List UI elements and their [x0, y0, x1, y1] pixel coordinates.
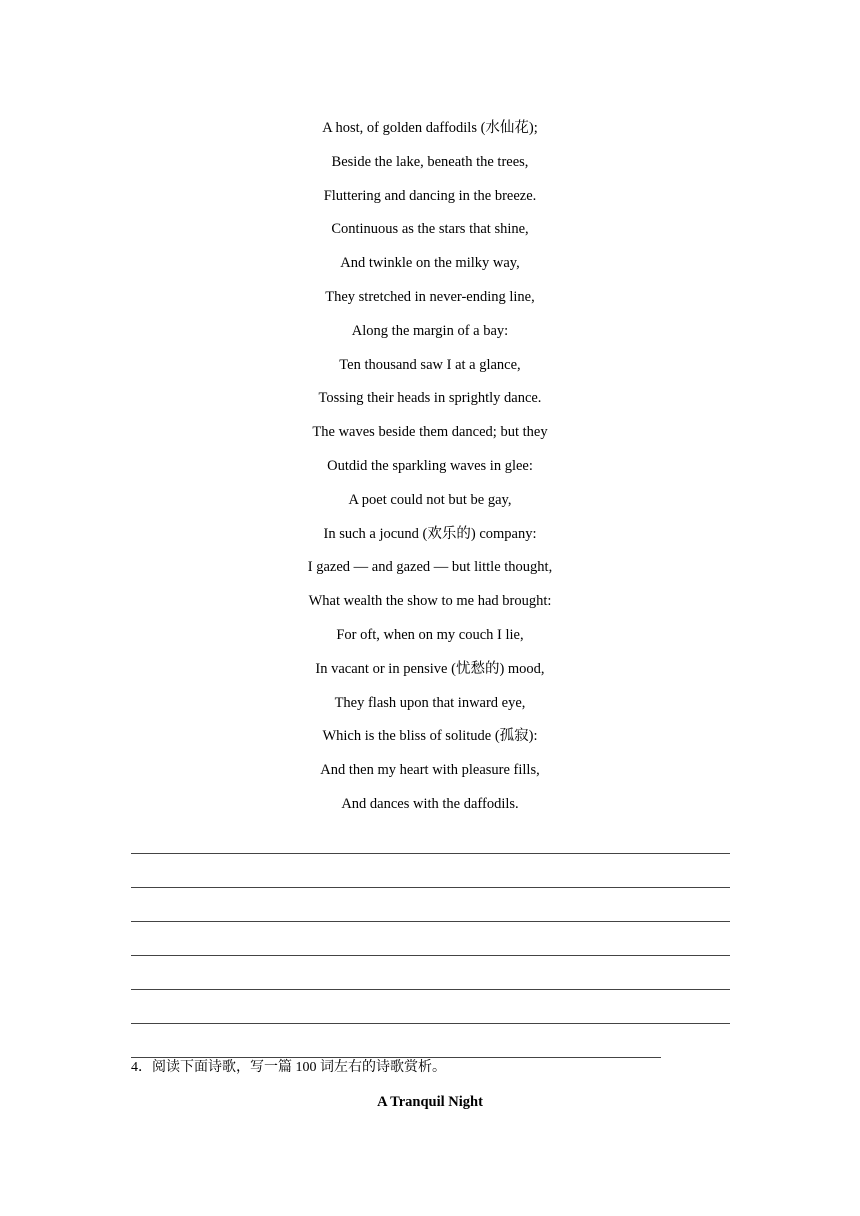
poem-line: They flash upon that inward eye, — [334, 694, 526, 711]
poem-line: A poet could not but be gay, — [348, 491, 512, 508]
poem-line: I gazed — and gazed — but little thought, — [307, 559, 553, 576]
poem-line: They stretched in never-ending line, — [325, 288, 535, 305]
poem-line: Continuous as the stars that shine, — [331, 221, 529, 238]
poem-line: Outdid the sparkling waves in glee: — [327, 457, 533, 474]
answer-blank-line[interactable] — [131, 820, 730, 854]
poem-line: In such a jocund (欢乐的) company: — [323, 525, 537, 542]
answer-blank-line[interactable] — [131, 854, 730, 888]
answer-blank-line[interactable] — [131, 1024, 730, 1058]
poem-line: Fluttering and dancing in the breeze. — [323, 187, 537, 204]
answer-writing-area — [131, 820, 730, 1058]
answer-blank-line[interactable] — [131, 956, 730, 990]
poem-line: And dances with the daffodils. — [341, 795, 519, 812]
poem-line: The waves beside them danced; but they — [312, 424, 548, 441]
poem-line: What wealth the show to me had brought: — [308, 593, 552, 610]
answer-blank-line[interactable] — [131, 922, 730, 956]
poem-line: A host, of golden daffodils (水仙花); — [322, 120, 538, 136]
poem-line: And twinkle on the milky way, — [340, 255, 520, 272]
poem-line: And then my heart with pleasure fills, — [320, 762, 540, 779]
next-poem-title: A Tranquil Night — [377, 1094, 483, 1110]
poem-body — [0, 112, 860, 822]
poem-line: Ten thousand saw I at a glance, — [339, 356, 521, 373]
question-prompt: 4．阅读下面诗歌，写一篇 100 词左右的诗歌赏析。 — [131, 1060, 446, 1075]
answer-blank-line[interactable] — [131, 990, 730, 1024]
poem-line: Tossing their heads in sprightly dance. — [318, 390, 542, 407]
poem-line: Which is the bliss of solitude (孤寂): — [322, 728, 538, 745]
answer-blank-line[interactable] — [131, 888, 730, 922]
poem-line: For oft, when on my couch I lie, — [336, 626, 524, 643]
poem-line: Along the margin of a bay: — [351, 322, 509, 339]
poem-line: Beside the lake, beneath the trees, — [331, 153, 529, 170]
poem-line: In vacant or in pensive (忧愁的) mood, — [315, 660, 545, 677]
